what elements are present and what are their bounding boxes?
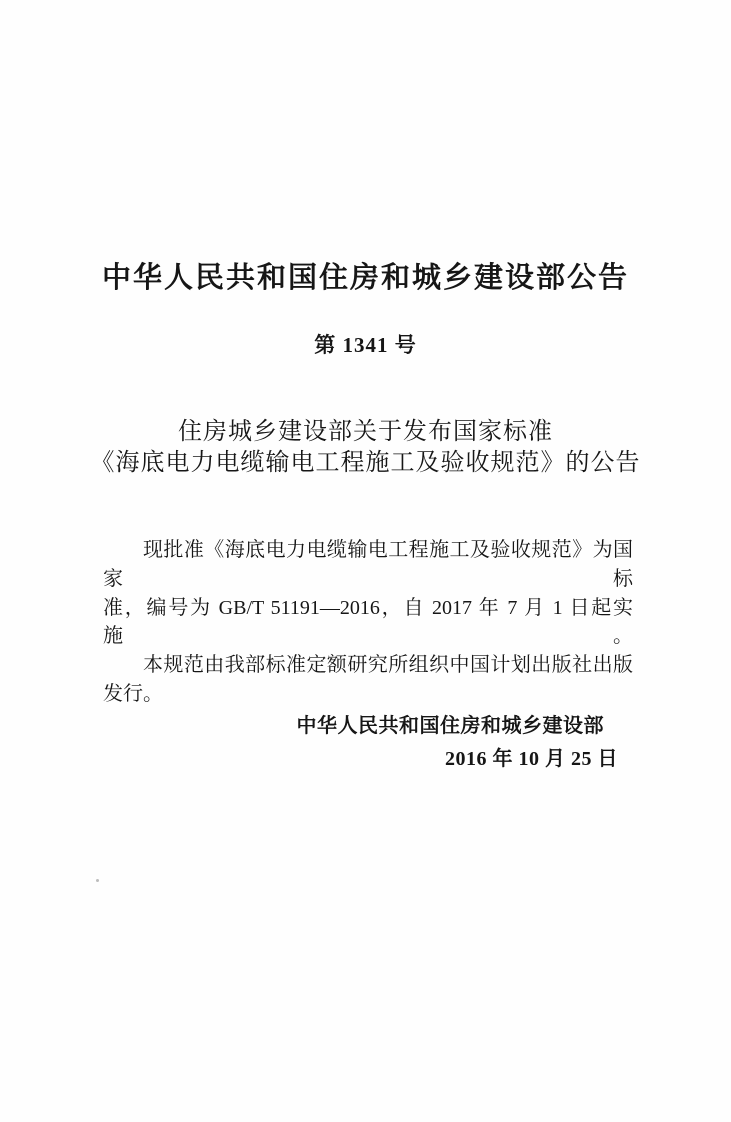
signature-date: 2016 年 10 月 25 日	[445, 748, 618, 770]
paragraph-1-line-1: 现批准《海底电力电缆输电工程施工及验收规范》为国家标	[103, 539, 633, 590]
body-paragraph-1	[103, 536, 633, 651]
body-paragraph-2	[103, 651, 633, 709]
subtitle-line-2: 《海底电力电缆输电工程施工及验收规范》的公告	[90, 450, 641, 476]
paragraph-2-line-2: 发行。	[103, 682, 163, 705]
signature-issuer: 中华人民共和国住房和城乡建设部	[296, 715, 604, 737]
scan-artifact-speck	[96, 879, 99, 882]
announcement-subtitle	[0, 417, 731, 479]
announcement-title: 中华人民共和国住房和城乡建设部公告	[101, 262, 629, 294]
subtitle-line-1: 住房城乡建设部关于发布国家标准	[178, 419, 553, 445]
paragraph-2-line-1: 本规范由我部标准定额研究所组织中国计划出版社出版	[143, 654, 633, 677]
announcement-body	[103, 536, 633, 709]
signature-block	[0, 714, 731, 772]
paragraph-1-line-2: 准，编号为 GB/T 51191—2016，自 2017 年 7 月 1 日起实施。	[103, 596, 633, 648]
announcement-number: 第 1341 号	[314, 333, 417, 357]
